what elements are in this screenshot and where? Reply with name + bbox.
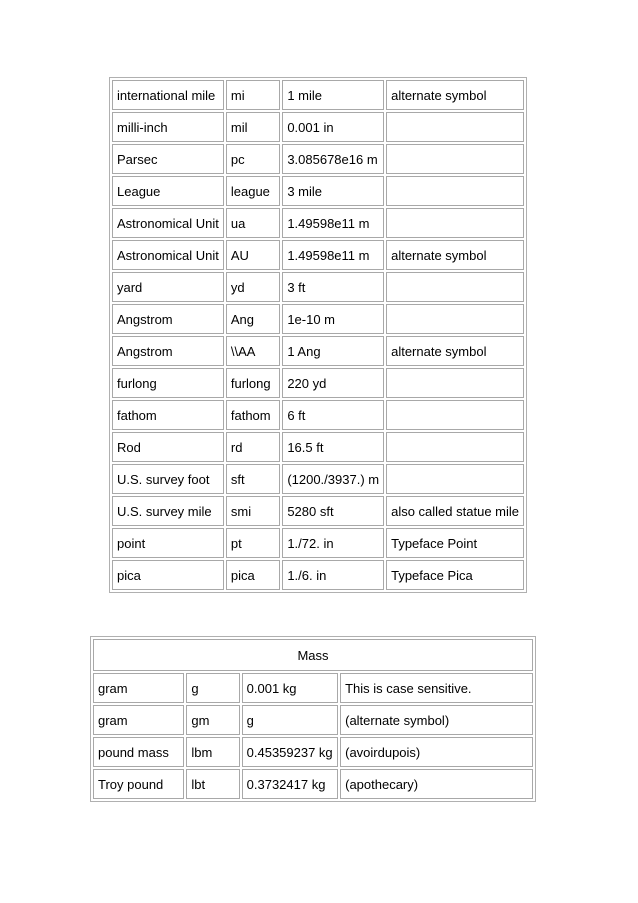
unit-note-cell [386, 176, 524, 206]
mass-units-body [93, 639, 533, 799]
unit-definition-cell: (1200./3937.) m [282, 464, 384, 494]
unit-symbol-cell: \\AA [226, 336, 280, 366]
table-row [112, 272, 524, 302]
table-row [112, 112, 524, 142]
unit-symbol-cell: mil [226, 112, 280, 142]
unit-symbol-cell: pt [226, 528, 280, 558]
unit-symbol-cell: g [186, 673, 239, 703]
unit-note-cell [386, 368, 524, 398]
mass-section-title: Mass [93, 639, 533, 671]
unit-name-cell: international mile [112, 80, 224, 110]
unit-name-cell: Astronomical Unit [112, 240, 224, 270]
unit-symbol-cell: fathom [226, 400, 280, 430]
table-row [112, 336, 524, 366]
unit-definition-cell: g [242, 705, 338, 735]
unit-note-cell: (alternate symbol) [340, 705, 533, 735]
table-row [112, 304, 524, 334]
unit-definition-cell: 3 mile [282, 176, 384, 206]
unit-note-cell: Typeface Pica [386, 560, 524, 590]
unit-name-cell: point [112, 528, 224, 558]
unit-symbol-cell: league [226, 176, 280, 206]
unit-note-cell: alternate symbol [386, 240, 524, 270]
unit-name-cell: Astronomical Unit [112, 208, 224, 238]
unit-symbol-cell: pica [226, 560, 280, 590]
table-title-row [93, 639, 533, 671]
unit-note-cell [386, 144, 524, 174]
table-row [112, 144, 524, 174]
table-row [112, 208, 524, 238]
unit-note-cell: alternate symbol [386, 80, 524, 110]
unit-name-cell: Parsec [112, 144, 224, 174]
table-row [112, 560, 524, 590]
unit-note-cell [386, 272, 524, 302]
mass-units-table [90, 636, 536, 802]
unit-name-cell: Rod [112, 432, 224, 462]
unit-note-cell: (avoirdupois) [340, 737, 533, 767]
unit-name-cell: Angstrom [112, 304, 224, 334]
unit-name-cell: pound mass [93, 737, 184, 767]
unit-symbol-cell: Ang [226, 304, 280, 334]
unit-note-cell: This is case sensitive. [340, 673, 533, 703]
unit-definition-cell: 5280 sft [282, 496, 384, 526]
unit-name-cell: U.S. survey foot [112, 464, 224, 494]
unit-note-cell: alternate symbol [386, 336, 524, 366]
table-row [112, 464, 524, 494]
table-row [112, 432, 524, 462]
unit-name-cell: Angstrom [112, 336, 224, 366]
unit-definition-cell: 0.3732417 kg [242, 769, 338, 799]
unit-note-cell [386, 400, 524, 430]
unit-definition-cell: 6 ft [282, 400, 384, 430]
unit-note-cell [386, 208, 524, 238]
unit-name-cell: gram [93, 673, 184, 703]
unit-symbol-cell: rd [226, 432, 280, 462]
unit-note-cell [386, 304, 524, 334]
unit-definition-cell: 1 mile [282, 80, 384, 110]
unit-name-cell: yard [112, 272, 224, 302]
unit-symbol-cell: lbm [186, 737, 239, 767]
unit-note-cell [386, 112, 524, 142]
table-row [93, 769, 533, 799]
length-units-table [109, 77, 527, 593]
unit-definition-cell: 220 yd [282, 368, 384, 398]
unit-name-cell: Troy pound [93, 769, 184, 799]
table-row [93, 737, 533, 767]
unit-name-cell: U.S. survey mile [112, 496, 224, 526]
table-row [112, 176, 524, 206]
unit-definition-cell: 1e-10 m [282, 304, 384, 334]
unit-definition-cell: 16.5 ft [282, 432, 384, 462]
table-row [112, 528, 524, 558]
table-row [93, 673, 533, 703]
unit-symbol-cell: AU [226, 240, 280, 270]
unit-definition-cell: 0.001 in [282, 112, 384, 142]
unit-name-cell: pica [112, 560, 224, 590]
unit-definition-cell: 3 ft [282, 272, 384, 302]
unit-name-cell: milli-inch [112, 112, 224, 142]
unit-definition-cell: 1.49598e11 m [282, 208, 384, 238]
unit-definition-cell: 1./72. in [282, 528, 384, 558]
unit-name-cell: gram [93, 705, 184, 735]
unit-definition-cell: 1 Ang [282, 336, 384, 366]
unit-name-cell: furlong [112, 368, 224, 398]
table-row [112, 496, 524, 526]
unit-symbol-cell: ua [226, 208, 280, 238]
unit-note-cell [386, 464, 524, 494]
unit-symbol-cell: gm [186, 705, 239, 735]
unit-symbol-cell: pc [226, 144, 280, 174]
table-row [112, 368, 524, 398]
unit-note-cell: also called statue mile [386, 496, 524, 526]
unit-symbol-cell: lbt [186, 769, 239, 799]
table-row [112, 80, 524, 110]
unit-note-cell: Typeface Point [386, 528, 524, 558]
unit-symbol-cell: smi [226, 496, 280, 526]
unit-name-cell: League [112, 176, 224, 206]
unit-definition-cell: 0.45359237 kg [242, 737, 338, 767]
unit-definition-cell: 0.001 kg [242, 673, 338, 703]
unit-note-cell [386, 432, 524, 462]
unit-note-cell: (apothecary) [340, 769, 533, 799]
unit-symbol-cell: furlong [226, 368, 280, 398]
unit-symbol-cell: sft [226, 464, 280, 494]
table-row [93, 705, 533, 735]
table-row [112, 240, 524, 270]
unit-definition-cell: 1./6. in [282, 560, 384, 590]
unit-definition-cell: 1.49598e11 m [282, 240, 384, 270]
unit-definition-cell: 3.085678e16 m [282, 144, 384, 174]
length-units-body [112, 80, 524, 590]
table-row [112, 400, 524, 430]
unit-symbol-cell: yd [226, 272, 280, 302]
unit-symbol-cell: mi [226, 80, 280, 110]
unit-name-cell: fathom [112, 400, 224, 430]
